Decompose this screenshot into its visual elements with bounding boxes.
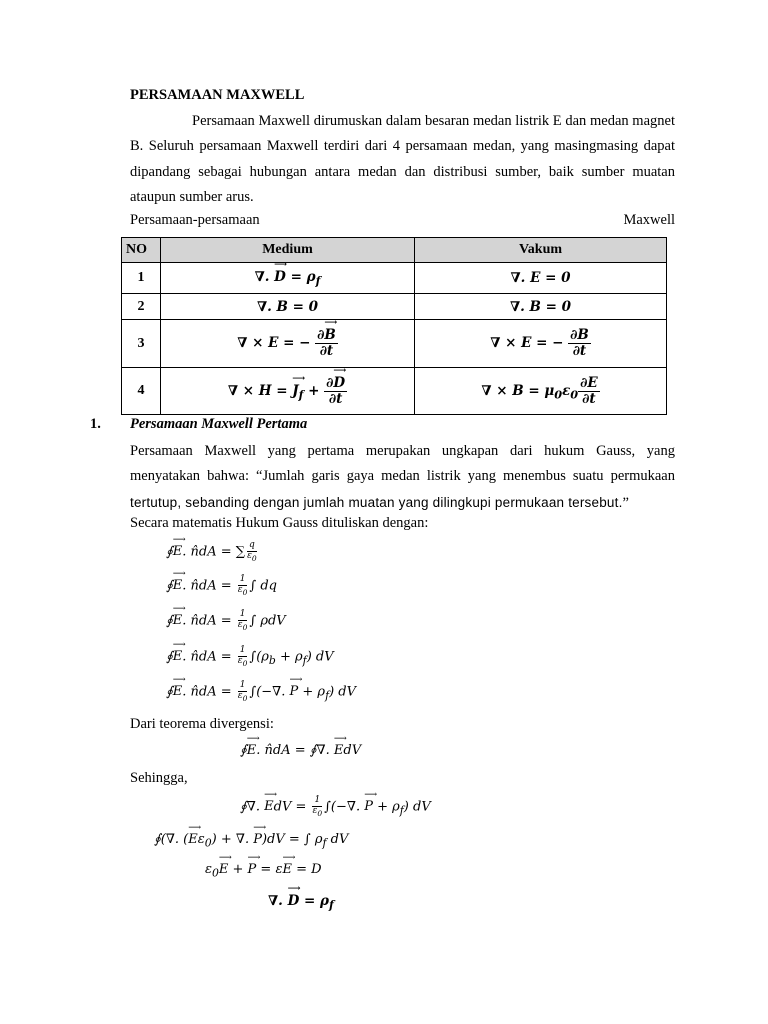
derivation-equation-3: $\varepsilon_0⟶$ E + ⟶ P = ε⟶ E = D bbox=[205, 862, 322, 880]
row-number: 1 bbox=[122, 263, 161, 294]
divergence-equation: ∮⟶ E. n̂dA = ∮∇. ⟶ EdV bbox=[240, 743, 361, 758]
derivation-equation-1: ∮∇. ⟶ EdV = $\frac{1}{\varepsilon_0}$ ∫(−∇. ⟶ $P + \rho_f$) dV bbox=[240, 796, 431, 818]
caption-left: Persamaan-persamaan bbox=[130, 212, 260, 228]
section-number: 1. bbox=[90, 416, 101, 432]
intro-paragraph bbox=[130, 109, 675, 211]
page-title: PERSAMAAN MAXWELL bbox=[130, 87, 305, 103]
row-number: 2 bbox=[122, 294, 161, 320]
derivation-equation-2: ∮(∇. (⟶ $E\varepsilon_0$) + ∇. ⟶ P)dV = ∫ $\rho_f$ dV bbox=[154, 832, 348, 850]
hence-label: Sehingga, bbox=[130, 770, 188, 786]
header-vakum: Vakum bbox=[415, 238, 667, 263]
caption-right: Maxwell bbox=[623, 212, 675, 228]
vakum-equation: ∇. E = 0 bbox=[415, 263, 667, 294]
vakum-equation: ∇. B = 0 bbox=[415, 294, 667, 320]
section-paragraph bbox=[130, 439, 675, 516]
table-row bbox=[122, 320, 667, 368]
header-medium: Medium bbox=[161, 238, 415, 263]
medium-equation: ∇ × E = − $\frac{\partial⟶ B}{\partial t}$ bbox=[161, 320, 415, 368]
header-no: NO bbox=[122, 238, 161, 263]
section-text-end: ” bbox=[622, 494, 629, 511]
table-row bbox=[122, 263, 667, 294]
gauss-equation-1: ∮⟶ E. n̂dA = ∑ $\frac{q}{\varepsilon_0}$ bbox=[166, 541, 259, 563]
table-row bbox=[122, 294, 667, 320]
maxwell-equations-table bbox=[121, 237, 667, 415]
vakum-equation: ∇ × $B = \mu_0\varepsilon_0$ $\frac{\partial E}{\partial t}$ bbox=[415, 368, 667, 415]
intro-text: Persamaan Maxwell dirumuskan dalam besaran medan listrik E dan medan magnet B. Seluruh persamaan Maxwell terdiri dari 4 persamaan medan, yang masingmasing dapat dipandang sebagai hubungan antara medan dan distribusi sumber, baik sumber muatan ataupun sumber arus. bbox=[130, 113, 675, 206]
section-text: Persamaan Maxwell yang pertama merupakan ungkapan dari hukum Gauss, yang menyatakan bahwa: “Jumlah garis gaya medan listrik yang menembus suatu permukaan bbox=[130, 443, 675, 485]
row-number: 4 bbox=[122, 368, 161, 415]
medium-equation: ∇. B = 0 bbox=[161, 294, 415, 320]
table-caption bbox=[130, 212, 675, 229]
gauss-equation-2: ∮⟶ E. n̂dA = $\frac{1}{\varepsilon_0}$ ∫ dq bbox=[166, 575, 277, 597]
derivation-result: ∇. ⟶ $D = \rho_f$ bbox=[268, 893, 334, 912]
gauss-equation-5: ∮⟶ E. n̂dA = $\frac{1}{\varepsilon_0}$ ∫(−∇. ⟶ $P + \rho_f$) dV bbox=[166, 681, 356, 703]
table-row bbox=[122, 368, 667, 415]
section-title: Persamaan Maxwell Pertama bbox=[130, 416, 308, 432]
gauss-equation-3: ∮⟶ E. n̂dA = $\frac{1}{\varepsilon_0}$ ∫ ρdV bbox=[166, 610, 286, 632]
medium-equation: ∇ × H = ⟶ $J_f$ + $\frac{\partial⟶ D}{\partial t}$ bbox=[161, 368, 415, 415]
section-text-narrow: tertutup, sebanding dengan jumlah muatan yang dilingkupi permukaan tersebut. bbox=[130, 494, 623, 510]
vakum-equation: ∇ × E = − $\frac{\partial B}{\partial t}$ bbox=[415, 320, 667, 368]
gauss-equation-4: ∮⟶ E. n̂dA = $\frac{1}{\varepsilon_0}$ $\int(\rho_b + \rho_f)$ dV bbox=[166, 646, 334, 668]
gauss-intro: Secara matematis Hukum Gauss dituliskan dengan: bbox=[130, 515, 429, 531]
row-number: 3 bbox=[122, 320, 161, 368]
divergence-intro: Dari teorema divergensi: bbox=[130, 716, 274, 732]
medium-equation: ∇. ⟶ $D = \rho_f$ bbox=[161, 263, 415, 294]
table-header-row bbox=[122, 238, 667, 263]
